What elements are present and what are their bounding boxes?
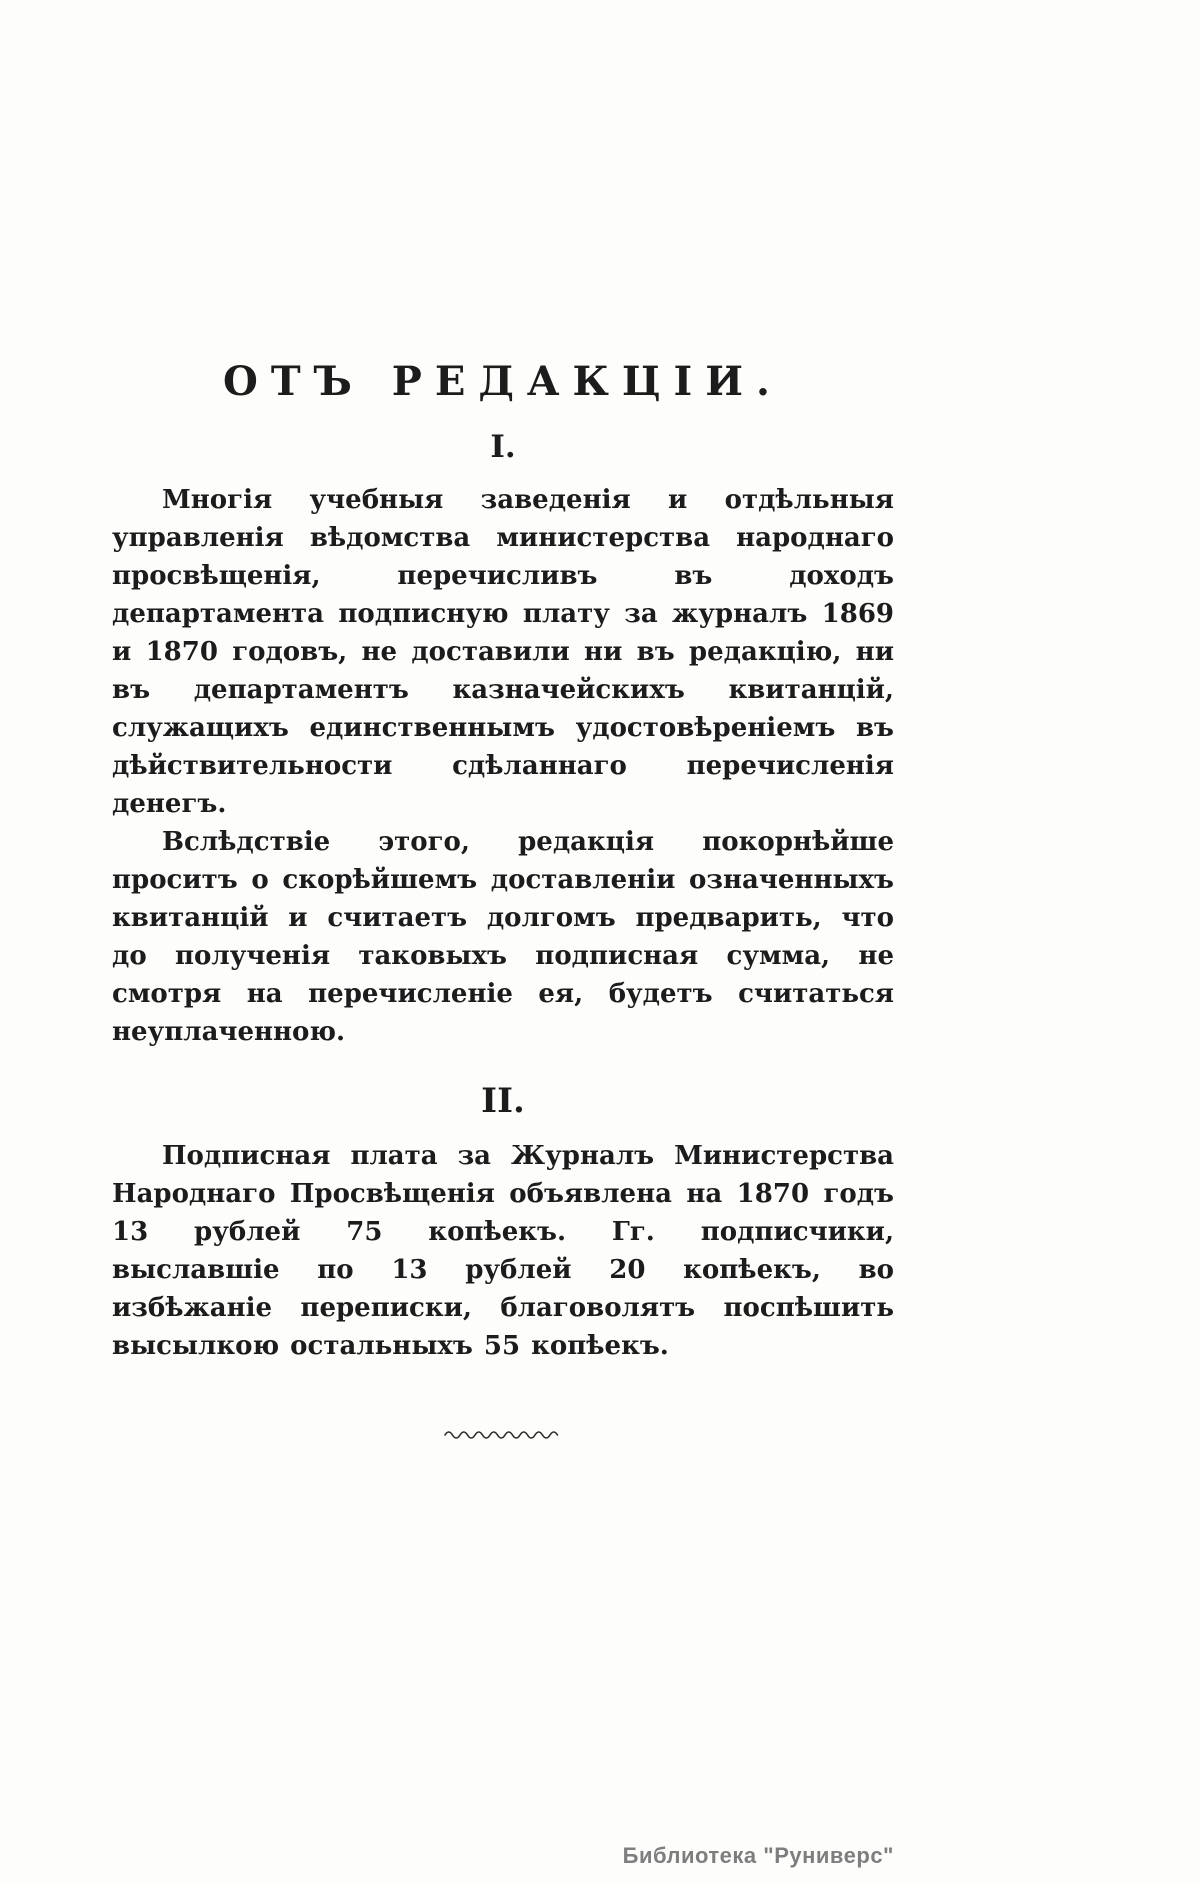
section-heading-1: I. <box>490 429 516 465</box>
library-watermark: Библиотека "Руниверс" <box>622 1843 894 1868</box>
page-title: ОТЪ РЕДАКЦІИ. <box>223 358 783 405</box>
paragraph: Многія учебныя заведенія и отдѣльныя управленія вѣдомства министерства народнаго просвѣщенія, перечисливъ въ доходъ департамента подписную плату за журналъ 1869 и 1870 годовъ, не доставили ни въ редакцію, ни въ департаментъ казначейскихъ квитанцій, служащихъ единственнымъ удостовѣреніемъ въ дѣйствительности сдѣланнаго перечисленія денегъ. <box>112 485 894 819</box>
section-divider <box>112 1423 894 1442</box>
section-heading-2: II. <box>481 1081 525 1121</box>
paragraph: Подписная плата за Журналъ Министерства Народнаго Просвѣщенія объявлена на 1870 годъ 13 рублей 75 копѣекъ. Гг. подписчики, выславшіе по 13 рублей 20 копѣекъ, во избѣжаніе переписки, благоволятъ поспѣшить высылкою остальныхъ 55 копѣекъ. <box>112 1141 894 1361</box>
paragraph: Вслѣдствіе этого, редакція покорнѣйше проситъ о скорѣйшемъ доставленіи означенныхъ квитанцій и считаетъ долгомъ предварить, что до полученія таковыхъ подписная сумма, не смотря на перечисленіе ея, будетъ считаться неуплаченною. <box>112 827 894 1047</box>
text-column <box>112 358 894 1442</box>
squiggle-icon <box>443 1423 563 1442</box>
